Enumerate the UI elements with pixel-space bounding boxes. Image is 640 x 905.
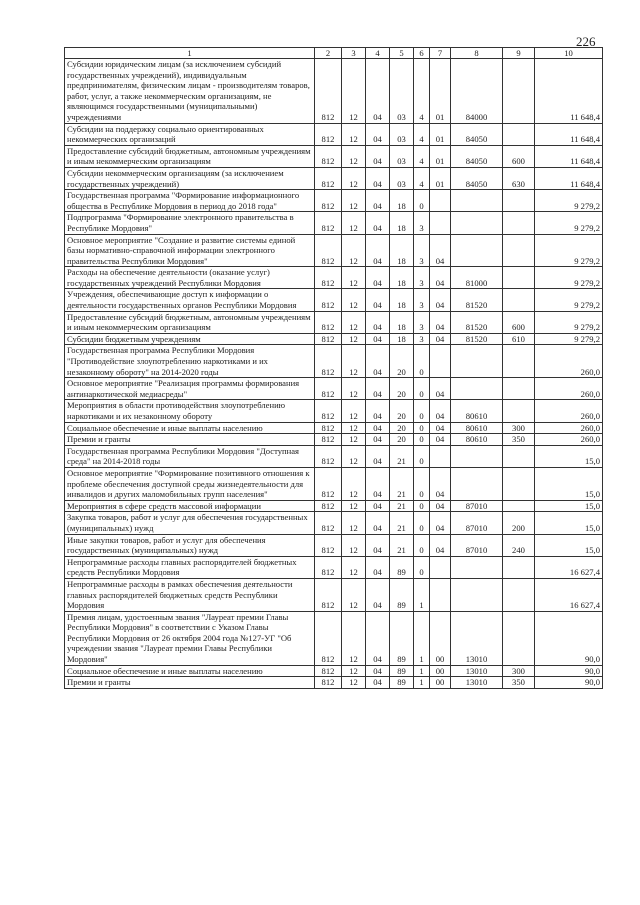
subsection-code: 04 [366,677,390,689]
row-description: Социальное обеспечение и иные выплаты населению [65,665,315,677]
program-code: 18 [390,190,414,212]
subsection-code: 04 [366,611,390,665]
activity-code: 04 [430,267,451,289]
subprogram-code: 0 [414,422,430,434]
program-code: 89 [390,677,414,689]
column-header: 1 [65,48,315,59]
admin-code: 812 [315,289,342,311]
amount: 11 648,4 [535,167,603,189]
admin-code: 812 [315,378,342,400]
admin-code: 812 [315,345,342,378]
subsection-code: 04 [366,556,390,578]
direction-code: 84050 [451,145,503,167]
admin-code: 812 [315,167,342,189]
subprogram-code: 4 [414,167,430,189]
row-description: Предоставление субсидий бюджетным, автономным учреждениям и иным некоммерческим организациям [65,145,315,167]
amount: 9 279,2 [535,190,603,212]
section-code: 12 [342,145,366,167]
expense-type-code: 350 [503,434,535,446]
amount: 15,0 [535,534,603,556]
expense-type-code [503,578,535,611]
program-code: 03 [390,145,414,167]
subprogram-code: 0 [414,400,430,422]
row-description: Иные закупки товаров, работ и услуг для обеспечения государственных (муниципальных) нужд [65,534,315,556]
expense-type-code [503,234,535,267]
admin-code: 812 [315,534,342,556]
section-code: 12 [342,345,366,378]
expense-type-code [503,556,535,578]
row-description: Субсидии бюджетным учреждениям [65,333,315,345]
amount: 260,0 [535,434,603,446]
budget-table [64,47,603,689]
expense-type-code [503,445,535,467]
direction-code [451,445,503,467]
program-code: 21 [390,512,414,534]
admin-code: 812 [315,212,342,234]
section-code: 12 [342,167,366,189]
subsection-code: 04 [366,512,390,534]
table-row [65,212,603,234]
subsection-code: 04 [366,167,390,189]
program-code: 03 [390,123,414,145]
section-code: 12 [342,234,366,267]
admin-code: 812 [315,611,342,665]
expense-type-code: 350 [503,677,535,689]
program-code: 18 [390,267,414,289]
program-code: 20 [390,434,414,446]
amount: 9 279,2 [535,333,603,345]
section-code: 12 [342,212,366,234]
direction-code [451,212,503,234]
subsection-code: 04 [366,289,390,311]
subprogram-code: 1 [414,665,430,677]
subsection-code: 04 [366,333,390,345]
table-row [65,512,603,534]
amount: 260,0 [535,345,603,378]
subprogram-code: 3 [414,212,430,234]
row-description: Мероприятия в сфере средств массовой информации [65,500,315,512]
table-row [65,434,603,446]
section-code: 12 [342,267,366,289]
table-row [65,289,603,311]
direction-code: 87010 [451,500,503,512]
amount: 15,0 [535,500,603,512]
direction-code: 81520 [451,333,503,345]
activity-code: 04 [430,512,451,534]
amount: 15,0 [535,445,603,467]
expense-type-code [503,611,535,665]
program-code: 18 [390,234,414,267]
direction-code [451,556,503,578]
table-row [65,578,603,611]
program-code: 21 [390,445,414,467]
column-header: 4 [366,48,390,59]
table-row [65,167,603,189]
row-description: Субсидии некоммерческим организациям (за исключением государственных учреждений) [65,167,315,189]
section-code: 12 [342,378,366,400]
row-description: Основное мероприятие "Формирование позитивного отношения к проблеме обеспечения доступной среды жизнедеятельности для инвалидов и других маломобильных групп населения" [65,467,315,500]
column-header: 10 [535,48,603,59]
direction-code: 81000 [451,267,503,289]
direction-code: 84050 [451,123,503,145]
direction-code: 80610 [451,400,503,422]
activity-code: 00 [430,677,451,689]
table-row [65,234,603,267]
table-row [65,677,603,689]
row-description: Премии и гранты [65,434,315,446]
subsection-code: 04 [366,59,390,124]
expense-type-code: 630 [503,167,535,189]
amount: 11 648,4 [535,59,603,124]
section-code: 12 [342,512,366,534]
section-code: 12 [342,578,366,611]
row-description: Закупка товаров, работ и услуг для обеспечения государственных (муниципальных) нужд [65,512,315,534]
direction-code: 81520 [451,311,503,333]
subsection-code: 04 [366,234,390,267]
direction-code: 84000 [451,59,503,124]
direction-code [451,345,503,378]
subprogram-code: 3 [414,289,430,311]
direction-code: 84050 [451,167,503,189]
admin-code: 812 [315,467,342,500]
direction-code [451,467,503,500]
activity-code: 04 [430,333,451,345]
admin-code: 812 [315,267,342,289]
subsection-code: 04 [366,665,390,677]
row-description: Предоставление субсидий бюджетным, автономным учреждениям и иным некоммерческим организациям [65,311,315,333]
table-row [65,145,603,167]
subprogram-code: 3 [414,267,430,289]
program-code: 20 [390,345,414,378]
expense-type-code [503,123,535,145]
table-row [65,333,603,345]
admin-code: 812 [315,512,342,534]
admin-code: 812 [315,556,342,578]
subprogram-code: 0 [414,467,430,500]
amount: 90,0 [535,665,603,677]
direction-code: 87010 [451,512,503,534]
subprogram-code: 4 [414,145,430,167]
section-code: 12 [342,500,366,512]
section-code: 12 [342,677,366,689]
activity-code: 04 [430,234,451,267]
row-description: Учреждения, обеспечивающие доступ к информации о деятельности государственных органов Республики Мордовия [65,289,315,311]
column-header: 5 [390,48,414,59]
subsection-code: 04 [366,578,390,611]
table-row [65,422,603,434]
activity-code: 04 [430,422,451,434]
expense-type-code: 600 [503,145,535,167]
section-code: 12 [342,333,366,345]
amount: 16 627,4 [535,578,603,611]
subprogram-code: 0 [414,378,430,400]
expense-type-code [503,400,535,422]
table-row [65,500,603,512]
program-code: 89 [390,611,414,665]
expense-type-code [503,59,535,124]
amount: 260,0 [535,422,603,434]
direction-code: 13010 [451,611,503,665]
row-description: Государственная программа Республики Мордовия "Доступная среда" на 2014-2018 годы [65,445,315,467]
row-description: Премии и гранты [65,677,315,689]
column-header: 9 [503,48,535,59]
program-code: 21 [390,467,414,500]
program-code: 20 [390,422,414,434]
admin-code: 812 [315,311,342,333]
section-code: 12 [342,289,366,311]
activity-code [430,345,451,378]
row-description: Социальное обеспечение и иные выплаты населению [65,422,315,434]
program-code: 03 [390,59,414,124]
subprogram-code: 0 [414,345,430,378]
row-description: Непрограммные расходы в рамках обеспечения деятельности главных распорядителей бюджетных средств Республики Мордовия [65,578,315,611]
subsection-code: 04 [366,212,390,234]
program-code: 18 [390,212,414,234]
program-code: 89 [390,556,414,578]
expense-type-code [503,378,535,400]
program-code: 03 [390,167,414,189]
expense-type-code [503,267,535,289]
program-code: 21 [390,500,414,512]
activity-code: 04 [430,378,451,400]
section-code: 12 [342,611,366,665]
row-description: Основное мероприятие "Создание и развитие системы единой базы нормативно-справочной информации электронного правительства Республики Мордовия" [65,234,315,267]
section-code: 12 [342,665,366,677]
row-description: Субсидии юридическим лицам (за исключением субсидий государственных учреждений), индивидуальным предпринимателям, физическим лицам - производителям товаров, работ, услуг, а также некоммерческим организациям, не являющимся государственными (муниципальными) учреждениями [65,59,315,124]
subprogram-code: 0 [414,434,430,446]
program-code: 89 [390,578,414,611]
subsection-code: 04 [366,534,390,556]
amount: 9 279,2 [535,267,603,289]
direction-code [451,190,503,212]
row-description: Основное мероприятие "Реализация программы формирования антинаркотической медиасреды" [65,378,315,400]
activity-code: 04 [430,311,451,333]
amount: 16 627,4 [535,556,603,578]
subsection-code: 04 [366,422,390,434]
expense-type-code: 610 [503,333,535,345]
amount: 9 279,2 [535,212,603,234]
subprogram-code: 3 [414,234,430,267]
activity-code: 00 [430,611,451,665]
program-code: 18 [390,289,414,311]
subprogram-code: 0 [414,534,430,556]
section-code: 12 [342,123,366,145]
subsection-code: 04 [366,445,390,467]
table-row [65,267,603,289]
subprogram-code: 3 [414,333,430,345]
expense-type-code [503,212,535,234]
amount: 15,0 [535,512,603,534]
direction-code: 13010 [451,665,503,677]
table-row [65,534,603,556]
admin-code: 812 [315,234,342,267]
subprogram-code: 1 [414,611,430,665]
section-code: 12 [342,422,366,434]
activity-code: 04 [430,400,451,422]
row-description: Государственная программа "Формирование информационного общества в Республике Мордовия в период до 2018 года" [65,190,315,212]
column-header: 8 [451,48,503,59]
admin-code: 812 [315,190,342,212]
amount: 15,0 [535,467,603,500]
admin-code: 812 [315,578,342,611]
row-description: Мероприятия в области противодействия злоупотреблению наркотиками и их незаконному обороту [65,400,315,422]
section-code: 12 [342,445,366,467]
table-row [65,467,603,500]
subprogram-code: 0 [414,500,430,512]
section-code: 12 [342,59,366,124]
direction-code: 80610 [451,434,503,446]
column-header: 2 [315,48,342,59]
table-row [65,59,603,124]
activity-code [430,445,451,467]
activity-code: 04 [430,500,451,512]
expense-type-code: 240 [503,534,535,556]
table-row [65,190,603,212]
program-code: 89 [390,665,414,677]
subprogram-code: 1 [414,677,430,689]
admin-code: 812 [315,434,342,446]
table-row [65,665,603,677]
subsection-code: 04 [366,500,390,512]
subsection-code: 04 [366,145,390,167]
table-row [65,400,603,422]
program-code: 18 [390,311,414,333]
table-row [65,311,603,333]
row-description: Расходы на обеспечение деятельности (оказание услуг) государственных учреждений Республики Мордовия [65,267,315,289]
section-code: 12 [342,190,366,212]
section-code: 12 [342,467,366,500]
subsection-code: 04 [366,190,390,212]
amount: 11 648,4 [535,145,603,167]
subprogram-code: 4 [414,59,430,124]
expense-type-code [503,190,535,212]
amount: 9 279,2 [535,234,603,267]
activity-code: 04 [430,534,451,556]
table-row [65,378,603,400]
program-code: 18 [390,333,414,345]
subprogram-code: 1 [414,578,430,611]
subsection-code: 04 [366,400,390,422]
column-header: 3 [342,48,366,59]
direction-code [451,234,503,267]
admin-code: 812 [315,123,342,145]
amount: 9 279,2 [535,289,603,311]
subsection-code: 04 [366,123,390,145]
subsection-code: 04 [366,345,390,378]
expense-type-code: 600 [503,311,535,333]
direction-code: 80610 [451,422,503,434]
column-header: 6 [414,48,430,59]
expense-type-code [503,289,535,311]
admin-code: 812 [315,333,342,345]
amount: 11 648,4 [535,123,603,145]
activity-code [430,212,451,234]
program-code: 20 [390,378,414,400]
subprogram-code: 0 [414,445,430,467]
table-row [65,123,603,145]
subsection-code: 04 [366,467,390,500]
section-code: 12 [342,534,366,556]
page-number: 226 [576,34,596,49]
expense-type-code [503,345,535,378]
section-code: 12 [342,556,366,578]
amount: 90,0 [535,611,603,665]
amount: 260,0 [535,400,603,422]
admin-code: 812 [315,400,342,422]
expense-type-code: 200 [503,512,535,534]
column-header: 7 [430,48,451,59]
amount: 260,0 [535,378,603,400]
expense-type-code: 300 [503,665,535,677]
section-code: 12 [342,311,366,333]
program-code: 20 [390,400,414,422]
subprogram-code: 0 [414,190,430,212]
admin-code: 812 [315,677,342,689]
subsection-code: 04 [366,267,390,289]
activity-code: 01 [430,167,451,189]
direction-code [451,578,503,611]
table-row [65,611,603,665]
subsection-code: 04 [366,434,390,446]
direction-code: 87010 [451,534,503,556]
subprogram-code: 0 [414,556,430,578]
amount: 9 279,2 [535,311,603,333]
admin-code: 812 [315,445,342,467]
activity-code [430,190,451,212]
subprogram-code: 4 [414,123,430,145]
expense-type-code [503,500,535,512]
subsection-code: 04 [366,378,390,400]
row-description: Подпрограмма "Формирование электронного правительства в Республике Мордовия" [65,212,315,234]
activity-code: 01 [430,145,451,167]
activity-code [430,578,451,611]
table-row [65,345,603,378]
activity-code: 04 [430,467,451,500]
activity-code: 04 [430,289,451,311]
table-row [65,556,603,578]
admin-code: 812 [315,665,342,677]
row-description: Непрограммные расходы главных распорядителей бюджетных средств Республики Мордовия [65,556,315,578]
admin-code: 812 [315,145,342,167]
section-code: 12 [342,434,366,446]
activity-code [430,556,451,578]
activity-code: 00 [430,665,451,677]
program-code: 21 [390,534,414,556]
activity-code: 04 [430,434,451,446]
row-description: Премия лицам, удостоенным звания "Лауреат премии Главы Республики Мордовия" в соответствии с Указом Главы Республики Мордовия от 26 октября 2004 года №127-УГ "Об учреждении звания "Лауреат премии Главы Республики Мордовия" [65,611,315,665]
row-description: Субсидии на поддержку социально ориентированных некоммерческих организаций [65,123,315,145]
direction-code: 13010 [451,677,503,689]
admin-code: 812 [315,500,342,512]
amount: 90,0 [535,677,603,689]
subprogram-code: 0 [414,512,430,534]
table-row [65,445,603,467]
expense-type-code [503,467,535,500]
direction-code: 81520 [451,289,503,311]
row-description: Государственная программа Республики Мордовия "Противодействие злоупотреблению наркотиками и их незаконному обороту" на 2014-2020 годы [65,345,315,378]
activity-code: 01 [430,59,451,124]
subprogram-code: 3 [414,311,430,333]
direction-code [451,378,503,400]
section-code: 12 [342,400,366,422]
activity-code: 01 [430,123,451,145]
subsection-code: 04 [366,311,390,333]
admin-code: 812 [315,422,342,434]
expense-type-code: 300 [503,422,535,434]
table-header [65,48,603,59]
admin-code: 812 [315,59,342,124]
